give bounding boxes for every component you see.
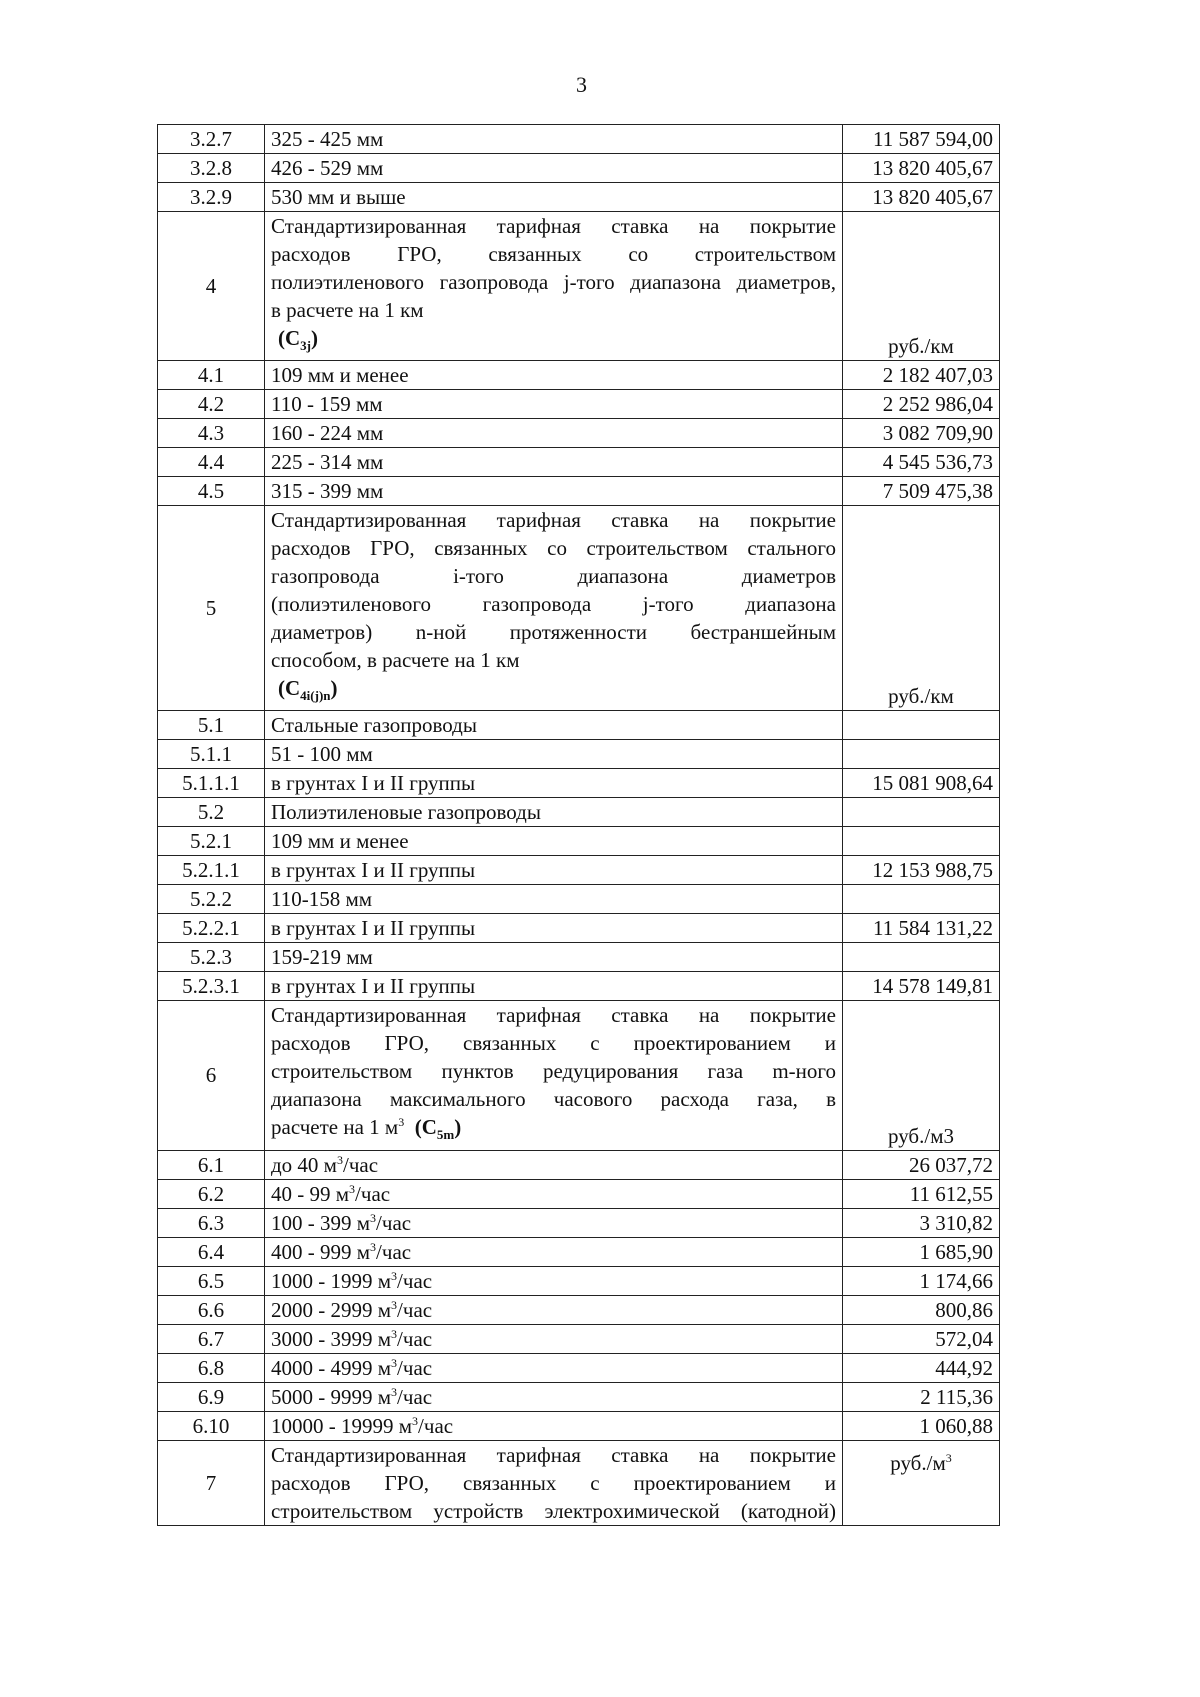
row-code: 4.2 [158, 390, 265, 419]
row-code: 5.1.1 [158, 740, 265, 769]
row-description: 325 - 425 мм [265, 125, 843, 154]
row-description: 315 - 399 мм [265, 477, 843, 506]
row-description: 51 - 100 мм [265, 740, 843, 769]
table-row [158, 740, 1000, 769]
row-description: в грунтах I и II группы [265, 856, 843, 885]
table-row [158, 1324, 1000, 1353]
table-row [158, 711, 1000, 740]
tariff-symbol: $(С_{4i(j)n})$ [278, 676, 338, 704]
row-description: 10000 - 19999 $м^3$/час [265, 1411, 843, 1440]
row-code: 5.2 [158, 798, 265, 827]
row-description: 530 мм и выше [265, 183, 843, 212]
table-row [158, 1266, 1000, 1295]
desc-line: расходов ГРО, связанных с проектированием и [271, 1470, 836, 1495]
row-code: 7 [158, 1440, 265, 1525]
row-value: 11 584 131,22 [843, 914, 1000, 943]
table-row [158, 769, 1000, 798]
row-code: 6.8 [158, 1353, 265, 1382]
row-value: 2 252 986,04 [843, 390, 1000, 419]
table-row-section [158, 1001, 1000, 1150]
row-code: 5.2.3.1 [158, 972, 265, 1001]
row-code: 3.2.7 [158, 125, 265, 154]
row-description: 110 - 159 мм [265, 390, 843, 419]
table-row [158, 827, 1000, 856]
desc-line: в расчете на 1 км [271, 298, 424, 322]
row-description: 109 мм и менее [265, 361, 843, 390]
row-value: 15 081 908,64 [843, 769, 1000, 798]
row-description: в грунтах I и II группы [265, 914, 843, 943]
row-code: 4.5 [158, 477, 265, 506]
row-value: 13 820 405,67 [843, 183, 1000, 212]
row-code: 5.2.1 [158, 827, 265, 856]
row-code: 5.2.3 [158, 943, 265, 972]
table-row [158, 1237, 1000, 1266]
row-code: 3.2.9 [158, 183, 265, 212]
table-row-section [158, 506, 1000, 711]
row-code: 6.2 [158, 1179, 265, 1208]
row-description: 159-219 мм [265, 943, 843, 972]
row-value: 800,86 [843, 1295, 1000, 1324]
row-description [265, 1440, 843, 1525]
table-row-section [158, 212, 1000, 361]
row-value: 3 310,82 [843, 1208, 1000, 1237]
table-row [158, 448, 1000, 477]
row-unit: $руб./м^3$ [843, 1440, 1000, 1525]
desc-line: Стандартизированная тарифная ставка на покрытие [271, 1003, 836, 1028]
desc-line: расходов ГРО, связанных со строительством [271, 242, 836, 266]
row-value: 12 153 988,75 [843, 856, 1000, 885]
table-row [158, 1295, 1000, 1324]
table-row [158, 154, 1000, 183]
row-code: 6.7 [158, 1324, 265, 1353]
row-description: 109 мм и менее [265, 827, 843, 856]
row-code: 5.1 [158, 711, 265, 740]
table-row [158, 419, 1000, 448]
row-code: 3.2.8 [158, 154, 265, 183]
tariff-table [157, 124, 1000, 1526]
desc-line: диапазона максимального часового расхода газа, в [271, 1087, 836, 1112]
row-description: 100 - 399 $м^3$/час [265, 1208, 843, 1237]
desc-line: Стандартизированная тарифная ставка на покрытие [271, 214, 836, 238]
desc-line: газопровода i-того диапазона диаметров [271, 564, 836, 589]
row-code: 4.4 [158, 448, 265, 477]
table-row [158, 477, 1000, 506]
row-code: 5 [158, 506, 265, 711]
row-description: 110-158 мм [265, 885, 843, 914]
row-value: 11 587 594,00 [843, 125, 1000, 154]
row-value: 26 037,72 [843, 1150, 1000, 1179]
desc-line: расходов ГРО, связанных с проектированием и [271, 1031, 836, 1056]
row-description [265, 1001, 843, 1150]
desc-line: строительством пунктов редуцирования газа m-ного [271, 1059, 836, 1084]
row-description: 225 - 314 мм [265, 448, 843, 477]
row-value: 1 685,90 [843, 1237, 1000, 1266]
row-description: 426 - 529 мм [265, 154, 843, 183]
desc-line: расчете на 1 $м^3$ $(С_{5m})$ [271, 1115, 462, 1143]
row-unit: руб./м3 [843, 1001, 1000, 1150]
row-value: 1 060,88 [843, 1411, 1000, 1440]
page-number: 3 [576, 72, 587, 97]
row-description: 5000 - 9999 $м^3$/час [265, 1382, 843, 1411]
table-row [158, 943, 1000, 972]
row-code: 6.5 [158, 1266, 265, 1295]
row-value [843, 827, 1000, 856]
row-value [843, 943, 1000, 972]
table-row [158, 972, 1000, 1001]
row-value: 13 820 405,67 [843, 154, 1000, 183]
row-description: 1000 - 1999 $м^3$/час [265, 1266, 843, 1295]
row-description: 40 - 99 $м^3$/час [265, 1179, 843, 1208]
table-row [158, 798, 1000, 827]
row-description: 3000 - 3999 $м^3$/час [265, 1324, 843, 1353]
table-row [158, 361, 1000, 390]
table-row [158, 1411, 1000, 1440]
row-description [265, 212, 843, 361]
row-unit: руб./км [843, 506, 1000, 711]
row-description: Стальные газопроводы [265, 711, 843, 740]
row-value: 3 082 709,90 [843, 419, 1000, 448]
row-description: 2000 - 2999 $м^3$/час [265, 1295, 843, 1324]
row-code: 5.2.1.1 [158, 856, 265, 885]
row-value: 7 509 475,38 [843, 477, 1000, 506]
table-row [158, 183, 1000, 212]
row-value [843, 798, 1000, 827]
row-code: 6.6 [158, 1295, 265, 1324]
row-description: 400 - 999 $м^3$/час [265, 1237, 843, 1266]
row-value [843, 711, 1000, 740]
row-value [843, 885, 1000, 914]
row-code: 4 [158, 212, 265, 361]
desc-line: полиэтиленового газопровода j-того диапазона диаметров, [271, 270, 836, 294]
row-description [265, 506, 843, 711]
row-description: Полиэтиленовые газопроводы [265, 798, 843, 827]
desc-line: расходов ГРО, связанных со строительством стального [271, 536, 836, 561]
row-value: 2 115,36 [843, 1382, 1000, 1411]
desc-line: строительством устройств электрохимической (катодной) [271, 1498, 836, 1523]
row-code: 5.2.2 [158, 885, 265, 914]
desc-line: диаметров) n-ной протяженности бестраншейным [271, 620, 836, 645]
row-code: 5.2.2.1 [158, 914, 265, 943]
row-value: 2 182 407,03 [843, 361, 1000, 390]
row-code: 6 [158, 1001, 265, 1150]
row-description: в грунтах I и II группы [265, 972, 843, 1001]
table-row [158, 1382, 1000, 1411]
row-code: 6.10 [158, 1411, 265, 1440]
row-value: 4 545 536,73 [843, 448, 1000, 477]
row-code: 6.3 [158, 1208, 265, 1237]
table-row [158, 885, 1000, 914]
row-code: 5.1.1.1 [158, 769, 265, 798]
row-description: 4000 - 4999 $м^3$/час [265, 1353, 843, 1382]
table-row [158, 914, 1000, 943]
row-value: 11 612,55 [843, 1179, 1000, 1208]
table-row-section [158, 1440, 1000, 1525]
desc-line: Стандартизированная тарифная ставка на покрытие [271, 1442, 836, 1467]
table-row [158, 1208, 1000, 1237]
desc-line: Стандартизированная тарифная ставка на покрытие [271, 508, 836, 533]
table-row [158, 1179, 1000, 1208]
row-code: 4.1 [158, 361, 265, 390]
table-row [158, 125, 1000, 154]
row-value [843, 740, 1000, 769]
row-value: 1 174,66 [843, 1266, 1000, 1295]
table-row [158, 390, 1000, 419]
table-row [158, 1150, 1000, 1179]
desc-line: (полиэтиленового газопровода j-того диапазона [271, 592, 836, 617]
row-unit: руб./км [843, 212, 1000, 361]
row-description: в грунтах I и II группы [265, 769, 843, 798]
row-code: 6.9 [158, 1382, 265, 1411]
row-value: 14 578 149,81 [843, 972, 1000, 1001]
row-code: 6.1 [158, 1150, 265, 1179]
desc-line: способом, в расчете на 1 км [271, 648, 520, 673]
table-row [158, 1353, 1000, 1382]
row-description: до 40 $м^3$/час [265, 1150, 843, 1179]
row-code: 6.4 [158, 1237, 265, 1266]
row-code: 4.3 [158, 419, 265, 448]
row-value: 444,92 [843, 1353, 1000, 1382]
tariff-symbol: $(С_{3j})$ [278, 326, 319, 354]
row-value: 572,04 [843, 1324, 1000, 1353]
table-row [158, 856, 1000, 885]
row-description: 160 - 224 мм [265, 419, 843, 448]
